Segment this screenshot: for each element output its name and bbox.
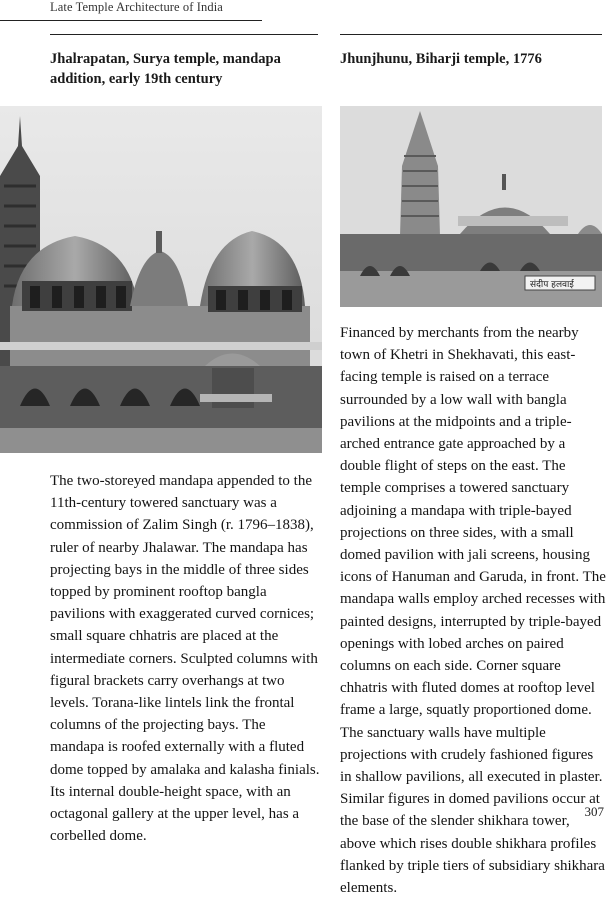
biharji-temple-photo <box>340 106 602 307</box>
page-number: 307 <box>584 804 604 819</box>
surya-temple-photo <box>0 106 322 453</box>
left-caption-rule <box>50 34 318 35</box>
right-caption-rule <box>340 34 602 35</box>
shop-sign-text: संदीप हलवाई <box>530 280 574 290</box>
right-photo-caption: Jhunjhunu, Biharji temple, 1776 <box>340 51 542 67</box>
left-photo-caption: Jhalrapatan, Surya temple, mandapa addition, early 19th century <box>50 51 281 87</box>
right-body-paragraph: Financed by merchants from the nearby town of Khetri in Shekhavati, this east-facing temple is raised on a terrace surrounded by a low wall with bangla pavilions at the midpoints and a triple-arched entrance gate approached by a double flight of steps on the east. The temple comprises a towered sanctuary adjoining a mandapa with triple-bayed projections on three sides, with a small domed pavilion with jali screens, housing icons of Hanuman and Garuda, in front. The mandapa walls employ arched recesses with painted designs, interrupted by triple-bayed openings with lobed arches on paired columns on each side. Corner square chhatris with fluted domes at rooftop level frame a large, squatly proportioned dome. The sanctuary walls have multiple projections with crudely fashioned figures in shallow pavilions, all executed in plaster. Similar figures in domed pavilions occur at the base of the slender shikhara tower, above which rises double shikhara profiles flanked by triple tiers of subsidiary shikhara elements. <box>340 325 606 897</box>
left-body-paragraph: The two-storeyed mandapa appended to the 11th-century towered sanctuary was a commission of Zalim Singh (r. 1796–1838), ruler of nearby Jhalawar. The mandapa has projecting bays in the middle of three sides topped by prominent rooftop bangla pavilions with exaggerated curved cornices; small square chhatris are placed at the intermediate corners. Sculpted columns with figural brackets carry overhangs at two levels. Torana-like lintels link the frontal columns of the projecting bays. The mandapa is roofed externally with a fluted dome topped by amalaka and kalasha finials. Its internal double-height space, with an octagonal gallery at the upper level, has a corbelled dome. <box>50 473 320 845</box>
running-head: Late Temple Architecture of India <box>50 0 223 14</box>
header-rule <box>0 20 262 21</box>
